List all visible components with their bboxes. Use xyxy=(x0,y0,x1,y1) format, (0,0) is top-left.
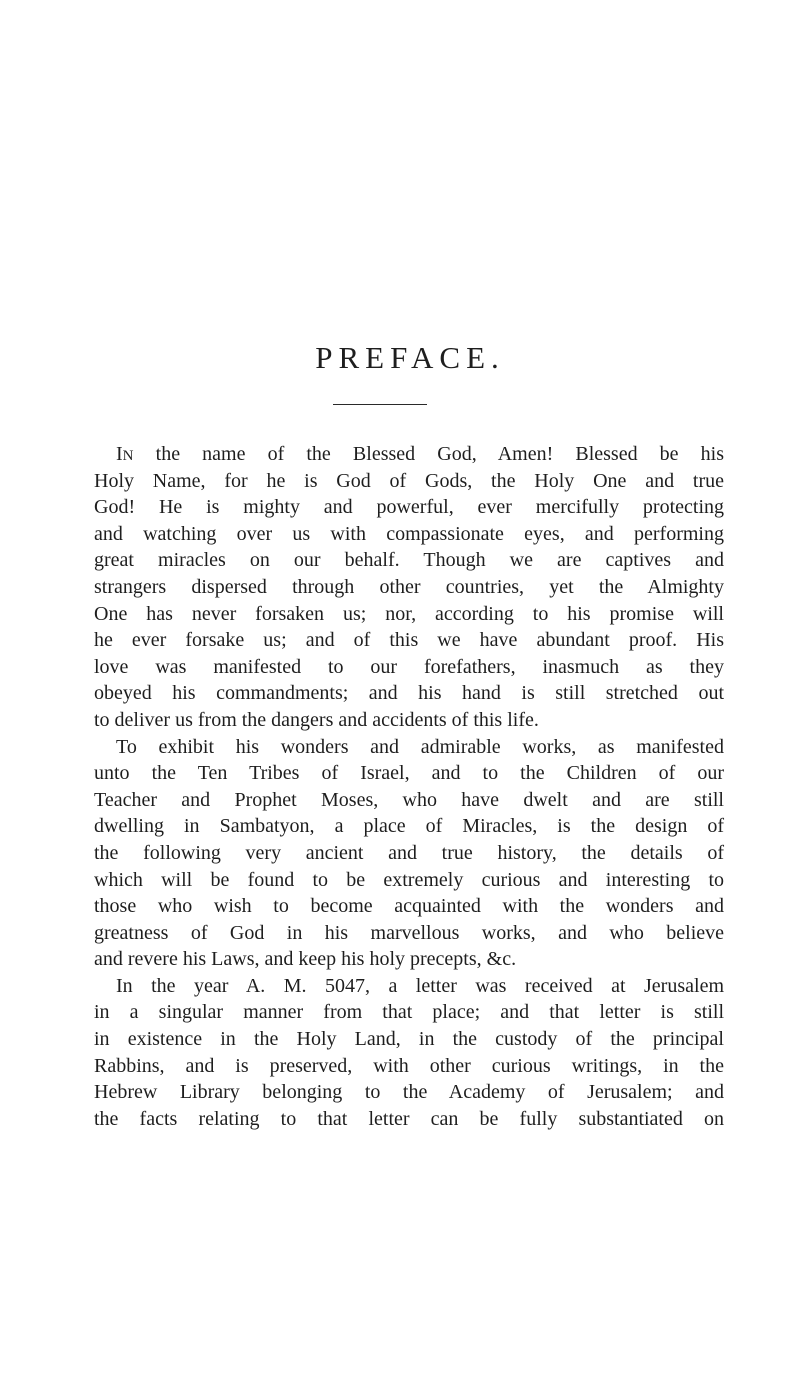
paragraph-1-line: God! He is mighty and powerful, ever mercifully protecting xyxy=(94,496,724,519)
paragraph-1-line: and watching over us with compassionate eyes, and performing xyxy=(94,522,724,545)
paragraph-1-line: Holy Name, for he is God of Gods, the Holy One and true xyxy=(94,469,724,492)
paragraph-1-line: One has never forsaken us; nor, according to his promise will xyxy=(94,602,724,625)
paragraph-3-line: the facts relating to that letter can be fully substantiated on xyxy=(94,1107,724,1130)
paragraph-2-line: To exhibit his wonders and admirable works, as manifested xyxy=(116,735,724,758)
paragraph-2-line: greatness of God in his marvellous works, and who believe xyxy=(94,921,724,944)
paragraph-3-line: In the year A. M. 5047, a letter was received at Jerusalem xyxy=(116,974,724,997)
page-title: PREFACE. xyxy=(315,340,505,375)
paragraph-2-line: the following very ancient and true history, the details of xyxy=(94,841,724,864)
paragraph-1-line: love was manifested to our forefathers, inasmuch as they xyxy=(94,655,724,678)
paragraph-3-line: in existence in the Holy Land, in the custody of the principal xyxy=(94,1028,724,1051)
paragraph-1-line: great miracles on our behalf. Though we are captives and xyxy=(94,549,724,572)
title-rule xyxy=(333,404,427,405)
paragraph-3-line: Hebrew Library belonging to the Academy of Jerusalem; and xyxy=(94,1081,724,1104)
paragraph-1-line: to deliver us from the dangers and accidents of this life. xyxy=(94,708,539,731)
body-text xyxy=(94,441,724,1132)
paragraph-3-line: in a singular manner from that place; and that letter is still xyxy=(94,1001,724,1024)
paragraph-2-line: those who wish to become acquainted with the wonders and xyxy=(94,895,724,918)
drop-initial: I xyxy=(116,443,123,465)
small-caps-rest: N xyxy=(122,448,134,464)
paragraph-1-line-1-text: the name of the Blessed God, Amen! Blessed be his xyxy=(155,443,725,465)
paragraph-2-line: dwelling in Sambatyon, a place of Miracles, is the design of xyxy=(94,815,724,838)
paragraph-2-line: unto the Ten Tribes of Israel, and to the Children of our xyxy=(94,762,724,785)
paragraph-1-line: he ever forsake us; and of this we have abundant proof. His xyxy=(94,629,724,652)
paragraph-2-line: which will be found to be extremely curious and interesting to xyxy=(94,868,724,891)
paragraph-3-line: Rabbins, and is preserved, with other curious writings, in the xyxy=(94,1054,724,1077)
paragraph-1-line-1 xyxy=(94,441,724,468)
paragraph-1-line: obeyed his commandments; and his hand is still stretched out xyxy=(94,682,724,705)
paragraph-2-line: and revere his Laws, and keep his holy precepts, &c. xyxy=(94,948,517,971)
paragraph-2-line: Teacher and Prophet Moses, who have dwelt and are still xyxy=(94,788,724,811)
paragraph-1-line: strangers dispersed through other countries, yet the Almighty xyxy=(94,575,724,598)
